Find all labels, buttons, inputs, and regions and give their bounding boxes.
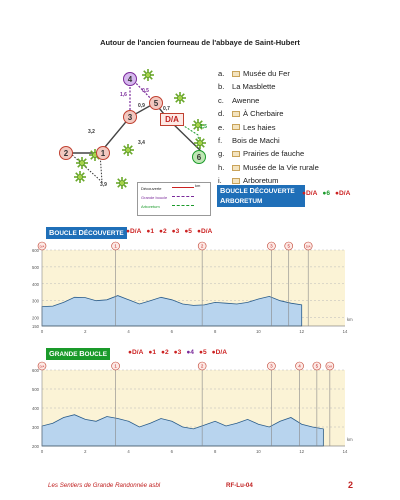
poi-item <box>218 94 319 107</box>
profile2-header <box>46 348 110 360</box>
waypoint-label: 3 <box>270 363 273 369</box>
marker-6: ●6 <box>322 190 330 197</box>
waypoint-marker: ●D/A <box>128 349 144 356</box>
book-icon <box>232 124 240 130</box>
txt-oucle: OUCLE <box>225 188 250 195</box>
txt-ecouverte: ÉCOUVERTE <box>254 188 295 195</box>
page-number: 2 <box>348 480 354 490</box>
poi-letter: h. <box>218 162 225 172</box>
profile1-header <box>46 227 127 239</box>
cap-g: G <box>49 349 55 358</box>
txt-oucle: OUCLE <box>84 351 107 358</box>
poi-name: Musée du Fer <box>243 69 290 78</box>
waypoint-label: 2 <box>200 243 204 249</box>
poi-name: La Masblette <box>232 82 276 92</box>
y-tick-label: 500 <box>32 264 39 270</box>
waypoint-label: 5 <box>287 243 290 249</box>
poi-name: Arboretum <box>243 176 279 186</box>
poi-item <box>218 121 319 134</box>
profile1-markers <box>126 228 212 235</box>
x-tick-label: 8 <box>213 329 217 334</box>
poi-name: Musée de la Vie rurale <box>243 162 319 172</box>
footer-route-code: RF-Lu-04 <box>226 482 253 489</box>
book-icon <box>232 151 240 157</box>
distance-label: 0,7 <box>163 106 170 112</box>
waypoint-marker: ●2 <box>161 349 169 356</box>
boucle-arboretum-header <box>217 185 305 207</box>
legend-line-decouverte <box>172 187 194 188</box>
cap-b: B <box>79 349 85 358</box>
footer-organisation: Les Sentiers de Grande Randonnée asbl <box>48 482 161 489</box>
waypoint-marker: ●D/A <box>196 228 213 235</box>
y-tick-label: 400 <box>32 406 39 411</box>
map-node-4: 4 <box>123 72 137 86</box>
poi-item <box>218 161 319 174</box>
distance-label: 0,5 <box>142 88 149 94</box>
waypoint-label: 5 <box>315 363 319 369</box>
waypoint-marker: ●1 <box>146 228 154 235</box>
poi-item <box>218 80 319 93</box>
waypoint-label: D/A <box>327 364 333 369</box>
x-tick-label: 4 <box>127 329 130 334</box>
poi-name: Bois de Machi <box>232 136 280 146</box>
y-tick-label: 300 <box>32 425 39 430</box>
arboretum-markers <box>302 190 350 197</box>
map-node-3: 3 <box>123 110 137 124</box>
legend-line-grande <box>172 196 194 197</box>
y-tick-label: 400 <box>32 281 39 287</box>
book-icon <box>232 165 240 171</box>
poi-name: À Cherbaire <box>243 109 284 119</box>
x-tick-label: 12 <box>299 449 305 454</box>
x-tick-label: 14 <box>342 449 348 454</box>
x-axis-label: km <box>347 437 353 442</box>
distance-label: 3,9 <box>100 182 107 188</box>
marker-da: ●D/A <box>302 190 318 197</box>
cap-d: D <box>249 186 255 195</box>
waypoint-marker: ●5 <box>198 349 207 356</box>
elevation-chart-1 <box>20 240 360 340</box>
x-tick-label: 6 <box>170 449 174 454</box>
waypoint-label: D/A <box>305 244 311 249</box>
cap-a: A <box>220 196 226 205</box>
waypoint-label: 3 <box>270 243 273 249</box>
page-title: Autour de l'ancien fourneau de l'abbaye de Saint-Hubert <box>100 38 300 47</box>
book-icon <box>232 71 240 77</box>
poi-name: Awenne <box>232 95 260 105</box>
profile2-markers <box>128 349 227 356</box>
waypoint-label: D/A <box>39 364 45 369</box>
poi-letter: g. <box>218 149 225 159</box>
y-tick-label: 600 <box>32 248 39 253</box>
distance-label: 1,6 <box>120 92 127 98</box>
x-tick-label: 8 <box>213 449 217 454</box>
poi-letter: i. <box>218 176 222 186</box>
map-node-5: 5 <box>149 96 163 110</box>
x-tick-label: 2 <box>84 329 87 334</box>
x-tick-label: 0 <box>40 329 44 334</box>
y-tick-label: 600 <box>32 368 39 373</box>
waypoint-marker: ●4 <box>186 349 194 356</box>
poi-item <box>218 67 319 80</box>
waypoint-label: 4 <box>298 363 301 369</box>
y-tick-label: 200 <box>32 444 39 449</box>
waypoint-label: 1 <box>114 363 117 369</box>
waypoint-marker: ●2 <box>159 228 167 235</box>
poi-item <box>218 147 319 160</box>
poi-letter: c. <box>218 95 224 105</box>
x-tick-label: 12 <box>299 329 305 334</box>
poi-item <box>218 107 319 120</box>
waypoint-marker: ●1 <box>148 349 156 356</box>
distance-label: 3,4 <box>138 140 145 146</box>
map-legend <box>137 182 211 216</box>
poi-list <box>218 67 319 188</box>
poi-name: Les haies <box>243 122 276 132</box>
marker-da-end: ●D/A <box>335 190 351 197</box>
legend-scale-label: km <box>195 183 201 188</box>
x-tick-label: 4 <box>127 449 130 454</box>
cap-d: D <box>78 228 84 237</box>
x-tick-label: 6 <box>170 329 174 334</box>
txt-oucle: OUCLE <box>54 230 79 237</box>
txt-ecouverte: ÉCOUVERTE <box>83 230 124 237</box>
legend-decouverte: Découverte <box>141 186 162 191</box>
legend-line-arboretum <box>172 205 194 206</box>
waypoint-marker: ●3 <box>171 228 180 235</box>
map-node-1: 1 <box>96 146 110 160</box>
map-node-2: 2 <box>59 146 73 160</box>
waypoint-marker: ●5 <box>184 228 192 235</box>
cap-b: B <box>49 228 55 237</box>
book-icon <box>232 178 240 184</box>
poi-letter: e. <box>218 122 225 132</box>
waypoint-label: D/A <box>39 244 45 249</box>
x-tick-label: 0 <box>40 449 44 454</box>
x-tick-label: 10 <box>256 449 261 454</box>
poi-letter: d. <box>218 109 225 119</box>
y-tick-label: 200 <box>32 315 39 321</box>
distance-label: 3,2 <box>88 129 95 135</box>
distance-label: 1,5 <box>200 124 207 130</box>
waypoint-label: 1 <box>114 243 117 249</box>
elevation-chart-2 <box>20 360 360 460</box>
y-tick-label: 150 <box>32 324 39 329</box>
waypoint-marker: ●D/A <box>211 349 227 356</box>
x-tick-label: 14 <box>342 329 348 334</box>
legend-arboretum: Arboretum <box>141 204 160 209</box>
poi-letter: a. <box>218 69 225 78</box>
legend-grande-boucle: Grande boucle <box>141 195 168 200</box>
poi-name: Prairies de fauche <box>243 149 305 159</box>
waypoint-marker: ●3 <box>173 349 182 356</box>
y-tick-label: 500 <box>32 387 39 392</box>
distance-label: 0,9 <box>138 103 145 109</box>
y-tick-label: 300 <box>32 298 39 304</box>
poi-letter: f. <box>218 136 223 146</box>
map-start-box: D/A <box>160 113 184 126</box>
map-node-6: 6 <box>192 150 206 164</box>
x-axis-label: km <box>347 317 353 322</box>
poi-item <box>218 134 319 147</box>
x-tick-label: 2 <box>84 449 87 454</box>
poi-letter: b. <box>218 82 225 92</box>
txt-rboretum: RBORETUM <box>225 198 263 205</box>
x-tick-label: 10 <box>256 329 261 334</box>
cap-b: B <box>220 186 226 195</box>
waypoint-marker: ●D/A <box>126 228 142 235</box>
book-icon <box>232 111 240 117</box>
txt-rande: RANDE <box>54 351 80 358</box>
waypoint-label: 2 <box>200 363 204 369</box>
elevation-area <box>42 296 302 326</box>
